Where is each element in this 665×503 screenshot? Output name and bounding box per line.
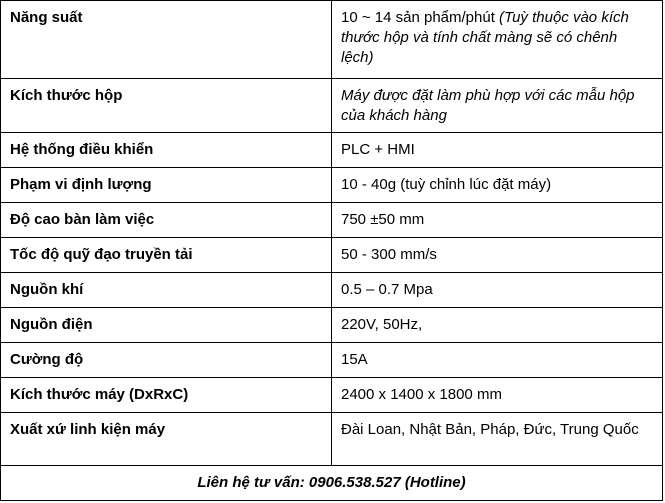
spec-value: 220V, 50Hz, bbox=[332, 308, 663, 343]
spec-row-dosing-range bbox=[1, 168, 663, 203]
spec-value: 750 ±50 mm bbox=[332, 203, 663, 238]
spec-label: Xuất xứ linh kiện máy bbox=[1, 413, 332, 466]
spec-value: Đài Loan, Nhật Bản, Pháp, Đức, Trung Quốc bbox=[332, 413, 663, 466]
spec-value-note: (Tuỳ thuộc vào kích thước hộp và tính chất màng sẽ có chênh lệch) bbox=[341, 9, 629, 66]
spec-row-hotline bbox=[1, 466, 663, 501]
spec-value: 2400 x 1400 x 1800 mm bbox=[332, 378, 663, 413]
spec-row-power-source bbox=[1, 308, 663, 343]
spec-value-main: 10 ~ 14 sản phẩm/phút bbox=[341, 9, 495, 26]
spec-label: Kích thước hộp bbox=[1, 79, 332, 133]
spec-value: PLC + HMI bbox=[332, 133, 663, 168]
spec-label: Hệ thống điều khiển bbox=[1, 133, 332, 168]
spec-row-table-height bbox=[1, 203, 663, 238]
spec-value: 50 - 300 mm/s bbox=[332, 238, 663, 273]
spec-value bbox=[332, 1, 663, 79]
spec-row-air-source bbox=[1, 273, 663, 308]
spec-row-component-origin bbox=[1, 413, 663, 466]
spec-value: 15A bbox=[332, 343, 663, 378]
hotline-text: Liên hệ tư vấn: 0906.538.527 (Hotline) bbox=[1, 466, 663, 501]
spec-label: Nguồn khí bbox=[1, 273, 332, 308]
spec-value: Máy được đặt làm phù hợp với các mẫu hộp của khách hàng bbox=[332, 79, 663, 133]
spec-label: Cường độ bbox=[1, 343, 332, 378]
spec-label: Năng suất bbox=[1, 1, 332, 79]
spec-row-conveyor-speed bbox=[1, 238, 663, 273]
spec-value: 0.5 – 0.7 Mpa bbox=[332, 273, 663, 308]
spec-value: 10 - 40g (tuỳ chỉnh lúc đặt máy) bbox=[332, 168, 663, 203]
spec-label: Phạm vi định lượng bbox=[1, 168, 332, 203]
spec-row-box-size bbox=[1, 79, 663, 133]
spec-row-control-system bbox=[1, 133, 663, 168]
spec-row-current bbox=[1, 343, 663, 378]
spec-row-productivity bbox=[1, 1, 663, 79]
spec-label: Kích thước máy (DxRxC) bbox=[1, 378, 332, 413]
spec-label: Tốc độ quỹ đạo truyền tải bbox=[1, 238, 332, 273]
spec-label: Nguồn điện bbox=[1, 308, 332, 343]
spec-row-machine-dimensions bbox=[1, 378, 663, 413]
spec-label: Độ cao bàn làm việc bbox=[1, 203, 332, 238]
